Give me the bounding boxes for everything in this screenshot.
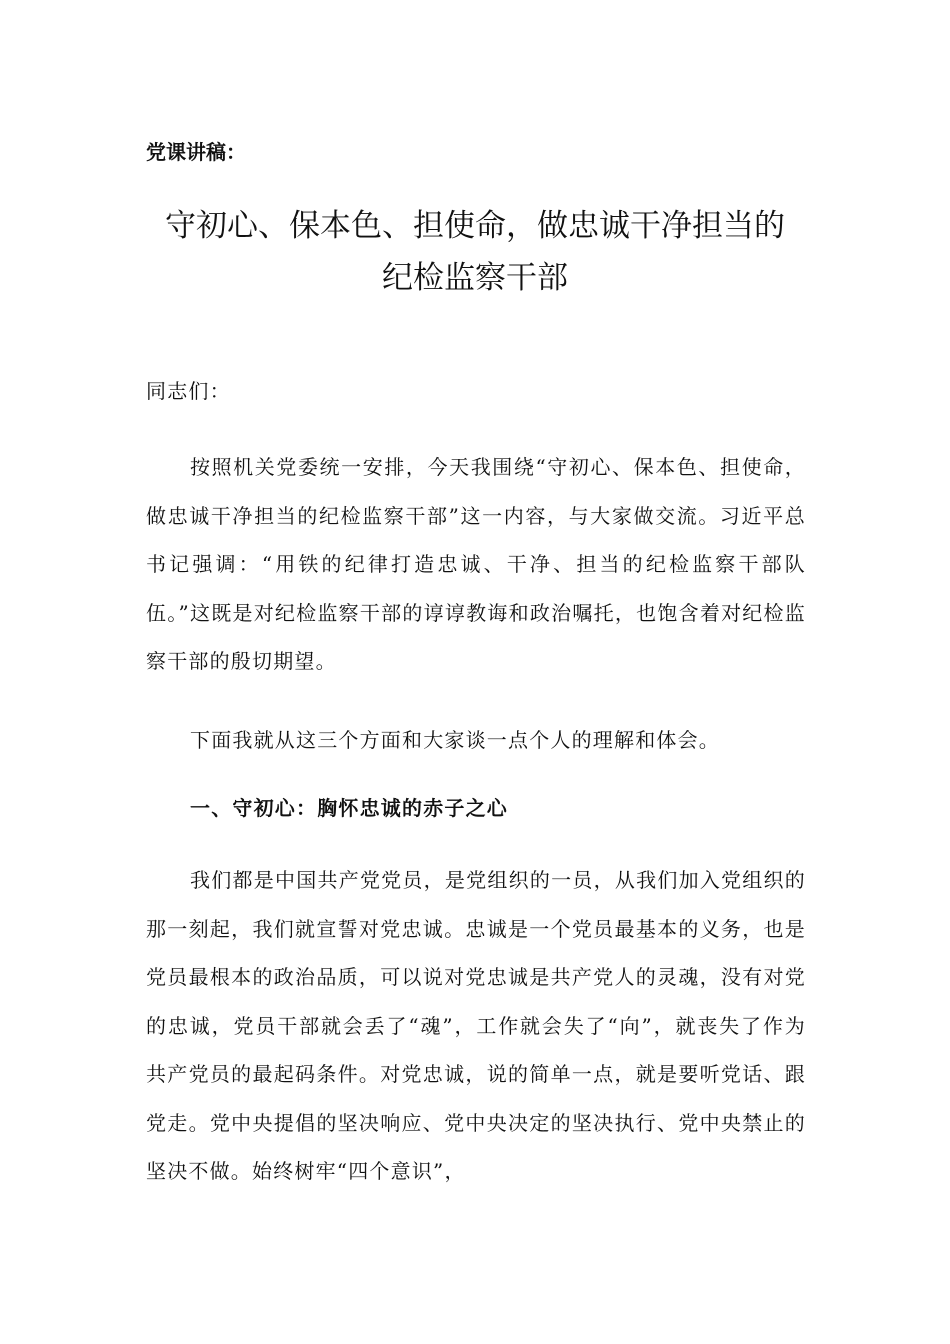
title-line-1: 守初心、保本色、担使命，做忠诚干净担当的 [165, 208, 785, 244]
title-line-2: 纪检监察干部 [382, 260, 568, 296]
section-heading-1: 一、守初心：胸怀忠诚的赤子之心 [190, 796, 508, 820]
paragraph-section-1: 我们都是中国共产党党员，是党组织的一员，从我们加入党组织的那一刻起，我们就宣誓对党忠诚。忠诚是一个党员最基本的义务，也是党员最根本的政治品质，可以说对党忠诚是共产党人的灵魂，没有对党的忠诚，党员干部就会丢了“魂”，工作就会失了“向”，就丧失了作为共产党员的最起码条件。对党忠诚，说的简单一点，就是要听党话、跟党走。党中央提倡的坚决响应、党中央决定的坚决执行、党中央禁止的坚决不做。始终树牢“四个意识”， [146, 868, 806, 1183]
document-label: 党课讲稿： [146, 140, 246, 164]
paragraph-intro: 按照机关党委统一安排，今天我围绕“守初心、保本色、担使命，做忠诚干净担当的纪检监察干部”这一内容，与大家做交流。习近平总书记强调：“用铁的纪律打造忠诚、干净、担当的纪检监察干部队伍。”这既是对纪检监察干部的谆谆教诲和政治嘱托，也饱含着对纪检监察干部的殷切期望。 [146, 455, 806, 673]
paragraph-overview: 下面我就从这三个方面和大家谈一点个人的理解和体会。 [190, 728, 720, 752]
document-title [100, 200, 850, 304]
salutation: 同志们： [146, 379, 231, 403]
